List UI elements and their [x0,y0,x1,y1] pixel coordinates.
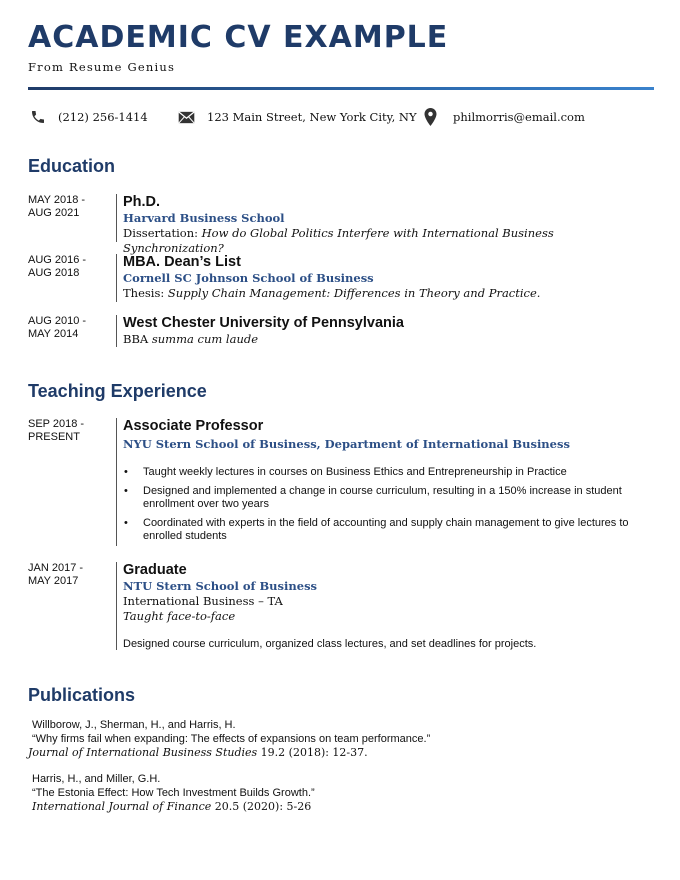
honors-line: BBA summa cum laude [123,332,259,346]
publication-authors: Willborow, J., Sherman, H., and Harris, H. [32,719,236,731]
entry-date: MAY 2018 - AUG 2021 [28,194,86,219]
teaching-heading: Teaching Experience [28,381,207,401]
publication-item [32,772,652,814]
page-title: ACADEMIC CV EXAMPLE [28,20,449,55]
phone-text: (212) 256-1414 [58,110,148,124]
responsibility-list [123,466,653,543]
entry-body [116,418,653,546]
degree-title: West Chester University of Pennsylvania [123,315,404,331]
subtitle: From Resume Genius [28,60,176,74]
publication-citation: International Journal of Finance 20.5 (2020): 5-26 [32,800,312,813]
role-detail: International Business – TA [123,594,283,608]
entry-body [116,194,653,255]
thesis-line: Thesis: Supply Chain Management: Differences in Theory and Practice. [123,286,541,300]
entry-body [116,562,653,650]
entry-date: SEP 2018 - PRESENT [28,418,85,443]
list-item: • Taught weekly lectures in courses on Business Ethics and Entrepreneurship in Practice [143,466,653,479]
envelope-icon [178,111,195,124]
education-entry [28,194,648,255]
position-title: Associate Professor [123,418,264,434]
publication-title: “Why firms fail when expanding: The effects of expansions on team performance.” [32,733,431,745]
entry-date: JAN 2017 - MAY 2017 [28,562,84,587]
institution-name: NTU Stern School of Business [123,579,318,593]
degree-title: Ph.D. [123,194,161,210]
education-heading: Education [28,156,116,176]
publication-item [28,718,652,760]
phone-icon [30,109,46,125]
contact-address [178,108,417,126]
role-summary: Designed course curriculum, organized class lectures, and set deadlines for projects. [123,638,537,650]
email-text[interactable]: philmorris@email.com [453,110,585,124]
institution-name: NYU Stern School of Business, Department of International Business [123,437,570,451]
entry-date: AUG 2010 - MAY 2014 [28,315,87,340]
entry-body [116,315,653,347]
education-entry [28,315,648,349]
publication-citation: Journal of International Business Studies 19.2 (2018): 12-37. [28,746,368,759]
institution-name: Cornell SC Johnson School of Business [123,271,374,285]
institution-name: Harvard Business School [123,211,285,225]
list-item: • Designed and implemented a change in course curriculum, resulting in a 150% increase in student enrollment over two years [143,485,653,511]
entry-date: AUG 2016 - AUG 2018 [28,254,87,279]
header-divider [28,87,654,90]
contact-phone [30,108,148,126]
publication-title: “The Estonia Effect: How Tech Investment Builds Growth.” [32,787,315,799]
role-detail-italic: Taught face-to-face [123,609,236,623]
teaching-entry [28,418,648,548]
entry-body [116,254,653,302]
education-entry [28,254,648,304]
publication-authors: Harris, H., and Miller, G.H. [32,773,161,785]
address-text: 123 Main Street, New York City, NY [207,110,417,124]
dissertation-line: Dissertation: How do Global Politics Interfere with International Business Synchronization? [123,226,554,255]
teaching-entry [28,562,648,652]
position-title: Graduate [123,562,187,578]
degree-title: MBA. Dean’s List [123,254,241,270]
contact-email [424,108,585,126]
list-item: • Coordinated with experts in the field of accounting and supply chain management to give lectures to enrolled students [143,517,653,543]
location-pin-icon [424,108,437,126]
publications-heading: Publications [28,685,136,705]
